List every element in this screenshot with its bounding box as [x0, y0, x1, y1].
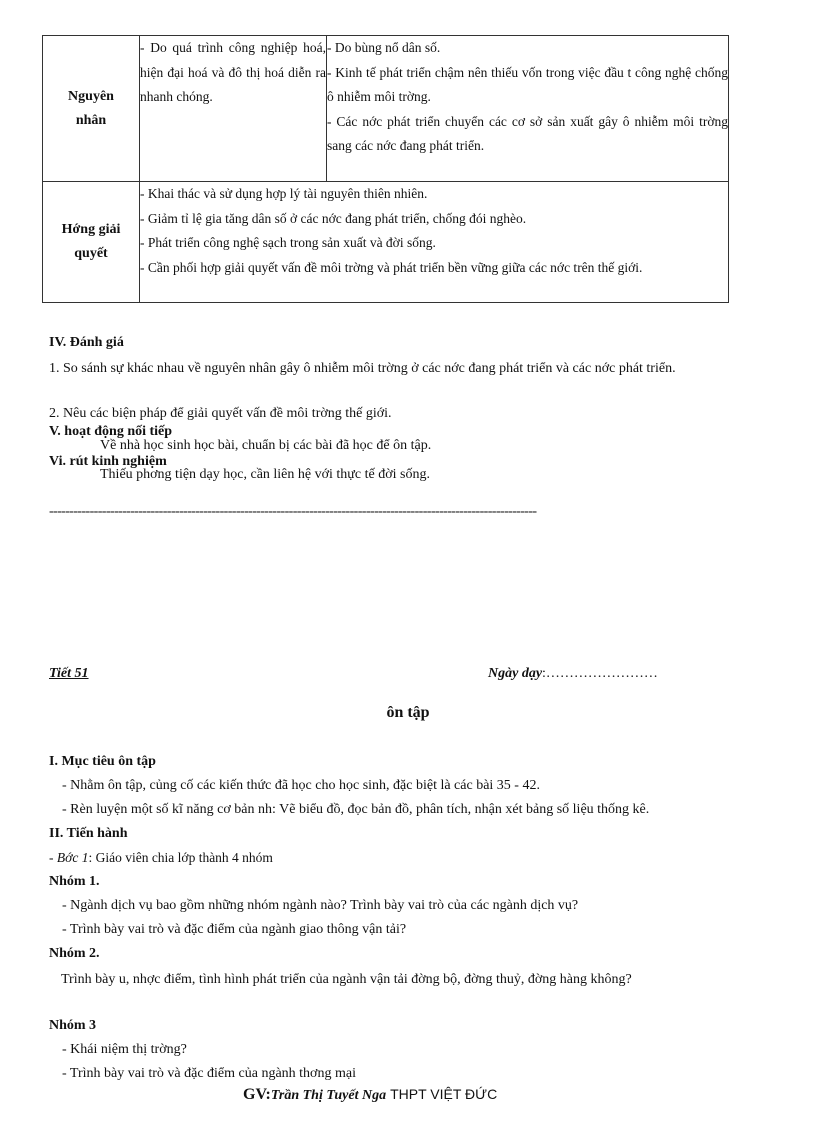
lesson-period: Tiết 51 — [49, 666, 89, 681]
lesson-date — [488, 666, 658, 682]
evaluation-question-2: 2. Nêu các biện pháp để giải quyết vấn đề môi trờng thế giới. — [49, 406, 392, 421]
table-row-causes — [43, 36, 729, 182]
group-3-item: - Trình bày vai trò và đặc điểm của ngành thơng mại — [62, 1066, 356, 1081]
procedure-heading: II. Tiến hành — [49, 826, 128, 841]
experience-heading: Vi. rút kinh nghiệm — [49, 454, 167, 469]
group-1-item: - Trình bày vai trò và đặc điểm của ngành giao thông vận tải? — [62, 922, 407, 937]
evaluation-heading: IV. Đánh giá — [49, 335, 124, 350]
group-3-item: - Khái niệm thị trờng? — [62, 1042, 187, 1057]
cause-item: - Do bùng nổ dân số. — [327, 40, 441, 55]
step-text: : Giáo viên chia lớp thành 4 nhóm — [88, 850, 273, 865]
followup-text: Về nhà học sinh học bài, chuẩn bị các bài đã học để ôn tập. — [100, 438, 432, 453]
cause-item: - Kinh tế phát triển chậm nên thiếu vốn trong việc đầu t công nghệ chống ô nhiễm môi trờng. — [327, 64, 728, 104]
footer — [243, 1086, 497, 1104]
objective-item: - Nhằm ôn tập, củng cố các kiến thức đã học cho học sinh, đặc biệt là các bài 35 - 42. — [62, 778, 540, 793]
date-label: Ngày dạy — [488, 666, 543, 681]
row-label-causes: Nguyên nhân — [43, 36, 140, 182]
cause-item: - Các nớc phát triển chuyển các cơ sở sản xuất gây ô nhiễm môi trờng sang các nớc đang phát triển. — [327, 113, 728, 153]
objectives-heading: I. Mục tiêu ôn tập — [49, 754, 156, 769]
procedure-step — [49, 850, 273, 866]
group-1-item: - Ngành dịch vụ bao gồm những nhóm ngành nào? Trình bày vai trò của các ngành dịch vụ? — [62, 898, 579, 913]
solution-item: - Giảm tỉ lệ gia tăng dân số ở các nớc đang phát triển, chống đói nghèo. — [140, 210, 527, 226]
objective-item: - Rèn luyện một số kĩ năng cơ bản nh: Vẽ biểu đồ, đọc bản đồ, phân tích, nhận xét bảng số liệu thống kê. — [62, 802, 650, 817]
footer-school: THPT VIỆT ĐỨC — [390, 1086, 498, 1102]
table-row-solutions — [43, 182, 729, 303]
solutions-cell — [140, 182, 729, 303]
divider-line: ------------------------------------------------------------------------------------------------------------------------ — [49, 504, 537, 519]
group-1-heading: Nhóm 1. — [49, 874, 100, 889]
group-2-item: Trình bày u, nhợc điểm, tình hình phát triển của ngành vận tải đờng bộ, đờng thuỷ, đờng hàng không? — [61, 972, 632, 987]
row-label-solutions: Hớng giải quyết — [43, 182, 140, 303]
step-label: - Bớc 1 — [49, 850, 89, 865]
group-3-heading: Nhóm 3 — [49, 1018, 97, 1033]
solution-item: - Khai thác và sử dụng hợp lý tài nguyên thiên nhiên. — [140, 186, 428, 201]
lesson-title: ôn tập — [386, 704, 430, 721]
group-2-heading: Nhóm 2. — [49, 946, 100, 961]
evaluation-question-1: 1. So sánh sự khác nhau về nguyên nhân gây ô nhiễm môi trờng ở các nớc đang phát triển và các nớc phát triển. — [49, 361, 676, 376]
solution-item: - Phát triển công nghệ sạch trong sản xuất và đời sống. — [140, 235, 436, 250]
causes-developing — [327, 36, 729, 182]
followup-heading: V. hoạt động nối tiếp — [49, 424, 173, 439]
footer-teacher-name: Trần Thị Tuyết Nga — [270, 1088, 387, 1103]
summary-table — [42, 35, 729, 303]
footer-prefix: GV: — [243, 1086, 271, 1103]
date-dots: :…………………… — [542, 666, 658, 681]
solution-item: - Cần phối hợp giải quyết vấn đề môi trờng và phát triển bền vững giữa các nớc trên thế giới. — [140, 259, 643, 275]
experience-text: Thiếu phơng tiện dạy học, cần liên hệ với thực tế đời sống. — [100, 467, 430, 482]
causes-developed: - Do quá trình công nghiệp hoá, hiện đại hoá và đô thị hoá diễn ra nhanh chóng. — [140, 36, 327, 182]
